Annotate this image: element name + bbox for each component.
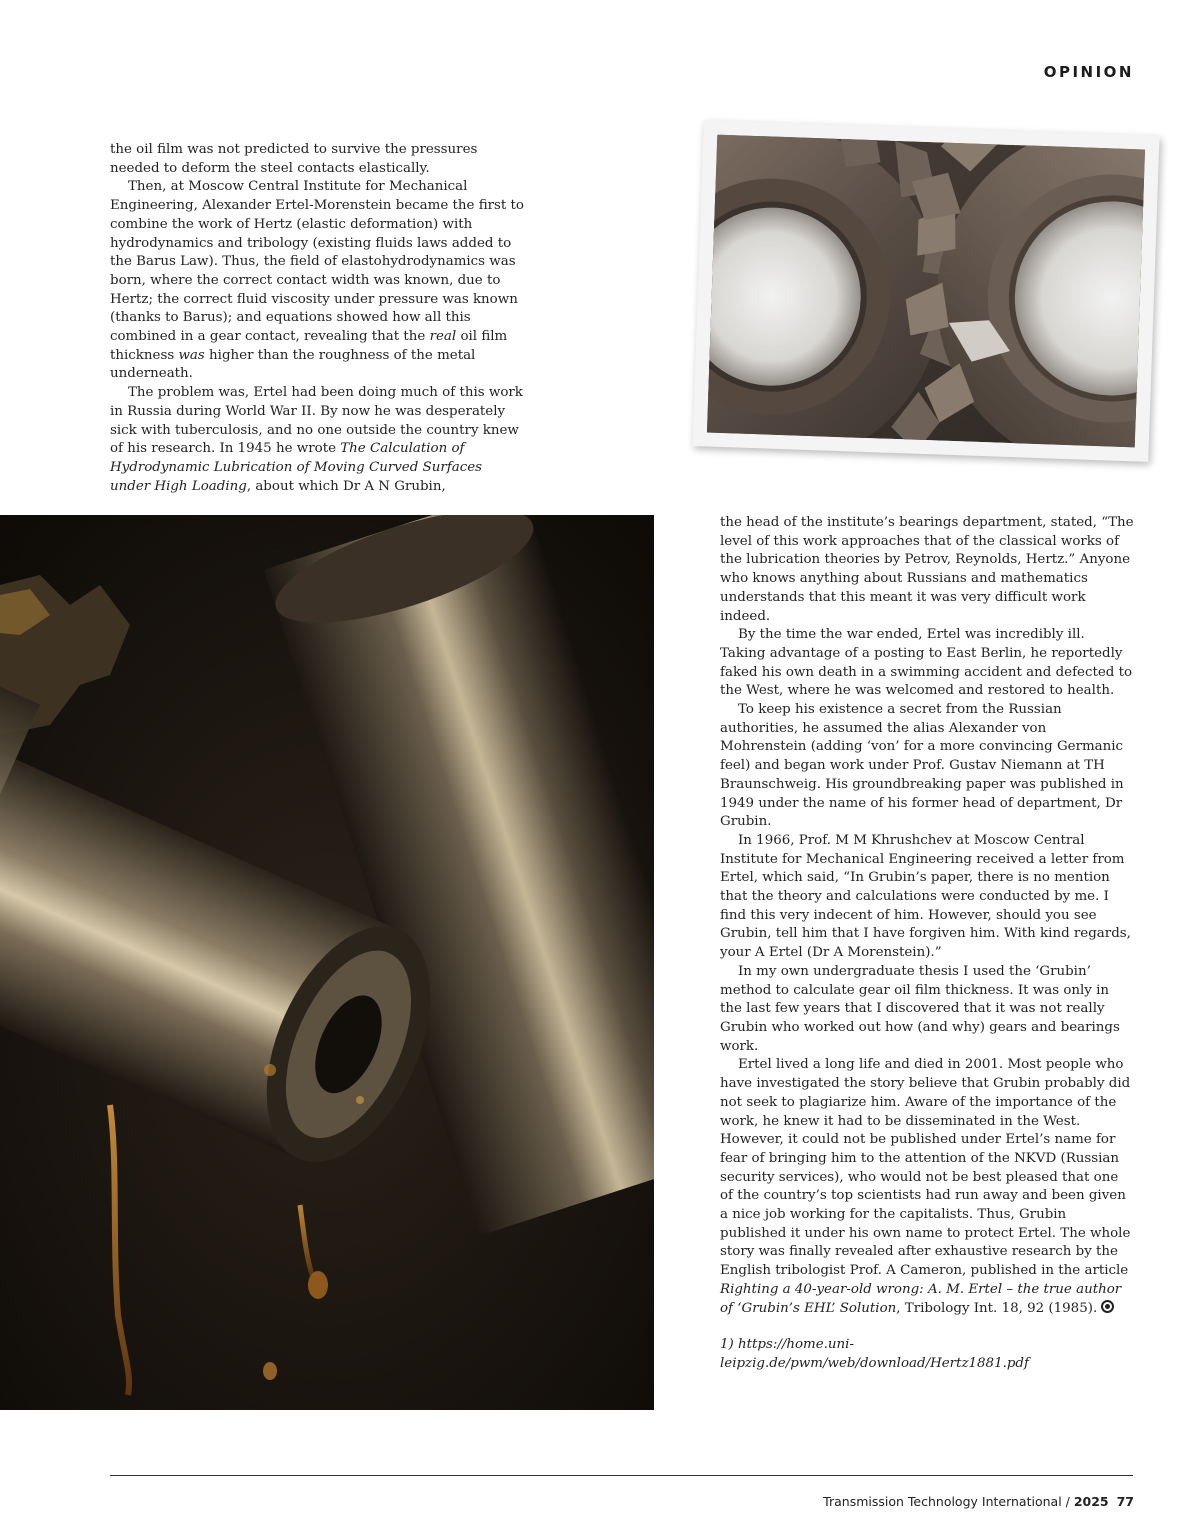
emphasis: was: [178, 347, 205, 363]
publication-name: Transmission Technology International: [823, 1494, 1062, 1509]
end-of-article-icon: [1101, 1300, 1114, 1313]
emphasis: real: [429, 329, 457, 345]
paragraph: the head of the institute’s bearings department, stated, “The level of this work approaches that of the classical works of the lubrication theories by Petrov, Reynolds, Hertz.” Anyone who knows anything about Russians and mathematics understands that this meant it was very difficult work indeed.: [720, 515, 1134, 624]
paragraph: Then, at Moscow Central Institute for Mechanical Engineering, Alexander Ertel-Morenstein became the first to combine the work of Hertz (elastic deformation) with hydrodynamics and tribology (existing fluids laws added to the Barus Law). Thus, the field of elastohydrodynamics was born, where the correct contact width was known, due to Hertz; the correct fluid viscosity under pressure was known (thanks to Barus); and equations showed how all this combined in a gear contact, revealing that the real oil film thickness was higher than the roughness of the metal underneath.: [110, 179, 524, 382]
oily-shaft-photo: [0, 515, 654, 1410]
cited-title: Righting a 40-year-old wrong: A. M. Ertel – the true author of ‘Grubin’s EHL’ Solution: [720, 1281, 1122, 1316]
issue-year: 2025: [1073, 1494, 1109, 1509]
footer-rule: [110, 1475, 1133, 1476]
paragraph: In 1966, Prof. M M Khrushchev at Moscow Central Institute for Mechanical Engineering received a letter from Ertel, which said, “In Grubin’s paper, there is no mention that the theory and calculations were conducted by me. I find this very indecent of him. However, should you see Grubin, tell him that I have forgiven him. With kind regards, your A Ertel (Dr A Morenstein).”: [720, 832, 1131, 961]
footnote-link[interactable]: 1) https://home.uni-leipzig.de/pwm/web/download/Hertz1881.pdf: [720, 1337, 1029, 1371]
paragraph: Ertel lived a long life and died in 2001. Most people who have investigated the story believe that Grubin probably did not seek to plagiarize him. Aware of the importance of the work, he knew it had to be disseminated in the West. However, it could not be published under Ertel’s name for fear of bringing him to the attention of the NKVD (Russian security services), who would not be best pleased that one of the country’s top scientists had run away and been given a nice job working for the capitalists. Thus, Grubin published it under his own name to protect Ertel. The whole story was finally revealed after exhaustive research by the English tribologist Prof. A Cameron, published in the article Righting a 40-year-old wrong: A. M. Ertel – the true author of ‘Grubin’s EHL’ Solution, Tribology Int. 18, 92 (1985).: [720, 1057, 1131, 1316]
meshing-gears-photo: [692, 120, 1159, 462]
article-column-right: [720, 514, 1134, 1374]
paragraph: By the time the war ended, Ertel was incredibly ill. Taking advantage of a posting to East Berlin, he reportedly faked his own death in a swimming accident and defected to the West, where he was welcomed and restored to health.: [720, 627, 1133, 699]
page-footer: Transmission Technology International / 2025 77: [823, 1494, 1134, 1509]
meshing-gears-photo-icon: [707, 135, 1145, 448]
article-column-left: [110, 141, 524, 496]
section-label: OPINION: [1043, 63, 1134, 81]
paragraph: the oil film was not predicted to survive the pressures needed to deform the steel contacts elastically.: [110, 142, 478, 176]
cited-title: The Calculation of Hydrodynamic Lubrication of Moving Curved Surfaces under High Loading: [110, 441, 482, 494]
paragraph: In my own undergraduate thesis I used the ‘Grubin’ method to calculate gear oil film thickness. It was only in the last few years that I discovered that it was not really Grubin who worked out how (and why) gears and bearings work.: [720, 963, 1120, 1054]
paragraph: To keep his existence a secret from the Russian authorities, he assumed the alias Alexander von Mohrenstein (adding ‘von’ for a more convincing Germanic feel) and began work under Prof. Gustav Niemann at TH Braunschweig. His groundbreaking paper was published in 1949 under the name of his former head of department, Dr Grubin.: [720, 702, 1124, 830]
page-number: 77: [1116, 1494, 1134, 1509]
paragraph: The problem was, Ertel had been doing much of this work in Russia during World War II. By now he was desperately sick with tuberculosis, and no one outside the country knew of his research. In 1945 he wrote The Calculation of Hydrodynamic Lubrication of Moving Curved Surfaces under High Loading, about which Dr A N Grubin,: [110, 385, 523, 494]
